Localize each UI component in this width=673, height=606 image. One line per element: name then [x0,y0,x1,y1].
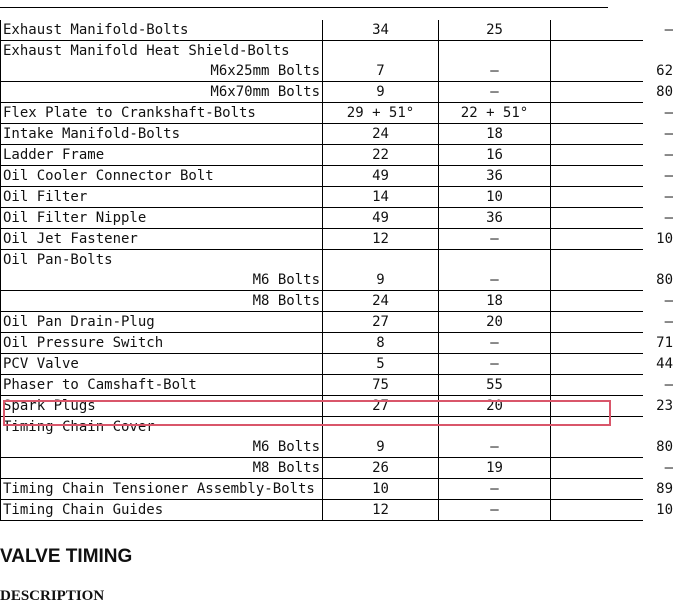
value-in-lb [551,500,673,521]
value-in-lb-text: 71 [656,335,673,351]
value-ft-lb: 19 [439,458,551,479]
value-ft-lb: – [439,61,551,82]
value-ft-lb [439,250,551,271]
value-in-lb [551,124,673,145]
value-in-lb [551,208,673,229]
value-ft-lb: – [439,333,551,354]
row-label: Oil Pan Drain-Plug [1,312,323,333]
value-in-lb-text: – [664,460,673,476]
value-nm: 5 [323,354,439,375]
table-row [1,396,644,417]
value-nm: 24 [323,291,439,312]
value-in-lb-text: – [664,293,673,309]
row-label: M6x70mm Bolts [1,82,323,103]
row-label: M6 Bolts [1,437,323,458]
table-row [1,187,644,208]
table-row [1,312,644,333]
value-in-lb-text: 89 [656,481,673,497]
value-ft-lb: 36 [439,208,551,229]
torque-spec-table [0,20,673,521]
value-nm: 22 [323,145,439,166]
value-in-lb [551,375,673,396]
value-in-lb-text: – [664,189,673,205]
value-in-lb [551,354,673,375]
value-in-lb-text: – [664,22,673,38]
value-in-lb [551,437,673,458]
value-nm: 12 [323,229,439,250]
value-in-lb [551,479,673,500]
value-in-lb-text: 23 [656,398,673,414]
value-nm: 29 + 51° [323,103,439,124]
row-label: Exhaust Manifold-Bolts [1,20,323,41]
value-nm: 49 [323,208,439,229]
value-nm [323,417,439,438]
row-label: M8 Bolts [1,458,323,479]
table-row [1,500,644,521]
value-in-lb-text: 10 [656,502,673,518]
value-ft-lb: 18 [439,124,551,145]
value-in-lb-text: – [664,210,673,226]
row-label: Exhaust Manifold Heat Shield-Bolts [1,41,323,62]
table-row [1,333,644,354]
value-nm: 12 [323,500,439,521]
table-row [1,437,644,458]
row-label: Intake Manifold-Bolts [1,124,323,145]
value-in-lb [551,103,673,124]
table-top-border [0,7,608,8]
table-row [1,124,644,145]
row-label: M6 Bolts [1,270,323,291]
row-label: Oil Pressure Switch [1,333,323,354]
row-label: Oil Cooler Connector Bolt [1,166,323,187]
value-in-lb [551,270,673,291]
table-row [1,166,644,187]
value-in-lb [551,145,673,166]
value-ft-lb [439,417,551,438]
value-in-lb-text: – [664,377,673,393]
value-ft-lb [439,41,551,62]
table-row [1,375,644,396]
value-ft-lb: – [439,479,551,500]
table-row [1,208,644,229]
value-ft-lb: – [439,354,551,375]
value-nm: 34 [323,20,439,41]
table-row [1,229,644,250]
section-title: VALVE TIMING [0,546,133,567]
value-in-lb-text: – [664,314,673,330]
value-nm: 7 [323,61,439,82]
row-label: Timing Chain Guides [1,500,323,521]
value-in-lb [551,458,673,479]
row-label: Oil Pan-Bolts [1,250,323,271]
value-nm [323,41,439,62]
value-ft-lb: – [439,270,551,291]
value-ft-lb: 55 [439,375,551,396]
value-nm: 27 [323,312,439,333]
value-nm: 9 [323,437,439,458]
value-nm: 10 [323,479,439,500]
value-in-lb-text: 10 [656,231,673,247]
value-in-lb [551,229,673,250]
row-label: Oil Jet Fastener [1,229,323,250]
table-row [1,354,644,375]
value-ft-lb: – [439,229,551,250]
table-row [1,41,644,62]
value-in-lb [551,187,673,208]
value-in-lb-text: 80 [656,272,673,288]
value-ft-lb: – [439,500,551,521]
value-in-lb-text: 62 [656,63,673,79]
value-nm: 49 [323,166,439,187]
table-row [1,103,644,124]
value-ft-lb: 16 [439,145,551,166]
row-label: Timing Chain Tensioner Assembly-Bolts [1,479,323,500]
value-nm: 75 [323,375,439,396]
value-ft-lb: 25 [439,20,551,41]
value-ft-lb: 20 [439,312,551,333]
value-in-lb [551,291,673,312]
table-row [1,145,644,166]
value-in-lb [551,41,644,62]
value-in-lb [551,166,673,187]
value-ft-lb: 20 [439,396,551,417]
value-ft-lb: 18 [439,291,551,312]
value-in-lb [551,61,673,82]
value-in-lb-text: – [664,147,673,163]
section-subtitle: DESCRIPTION [0,588,105,604]
table-row [1,291,644,312]
value-in-lb-text: 44 [656,356,673,372]
value-ft-lb: 36 [439,166,551,187]
row-label: Spark Plugs [1,396,323,417]
value-nm: 14 [323,187,439,208]
table-row [1,417,644,438]
value-nm: 26 [323,458,439,479]
row-label: PCV Valve [1,354,323,375]
row-label: Oil Filter [1,187,323,208]
value-in-lb-text: 80 [656,439,673,455]
table-row [1,270,644,291]
value-ft-lb: 22 + 51° [439,103,551,124]
row-label: Ladder Frame [1,145,323,166]
row-label: Flex Plate to Crankshaft-Bolts [1,103,323,124]
row-label: M6x25mm Bolts [1,61,323,82]
value-ft-lb: – [439,82,551,103]
table-row [1,82,644,103]
value-in-lb [551,417,644,438]
value-in-lb-text: 80 [656,84,673,100]
value-in-lb [551,333,673,354]
table-row [1,458,644,479]
value-in-lb [551,82,673,103]
value-in-lb [551,20,673,41]
value-nm: 8 [323,333,439,354]
table-row [1,479,644,500]
value-ft-lb: – [439,437,551,458]
value-nm: 9 [323,270,439,291]
row-label: Oil Filter Nipple [1,208,323,229]
value-in-lb [551,312,673,333]
value-in-lb-text: – [664,105,673,121]
value-nm: 27 [323,396,439,417]
value-in-lb [551,250,644,271]
row-label: Phaser to Camshaft-Bolt [1,375,323,396]
table-row [1,250,644,271]
value-in-lb-text: – [664,168,673,184]
value-nm: 24 [323,124,439,145]
table-row [1,20,644,41]
table-row [1,61,644,82]
value-nm: 9 [323,82,439,103]
row-label: M8 Bolts [1,291,323,312]
value-nm [323,250,439,271]
value-in-lb [551,396,673,417]
value-in-lb-text: – [664,126,673,142]
row-label: Timing Chain Cover [1,417,323,438]
value-ft-lb: 10 [439,187,551,208]
